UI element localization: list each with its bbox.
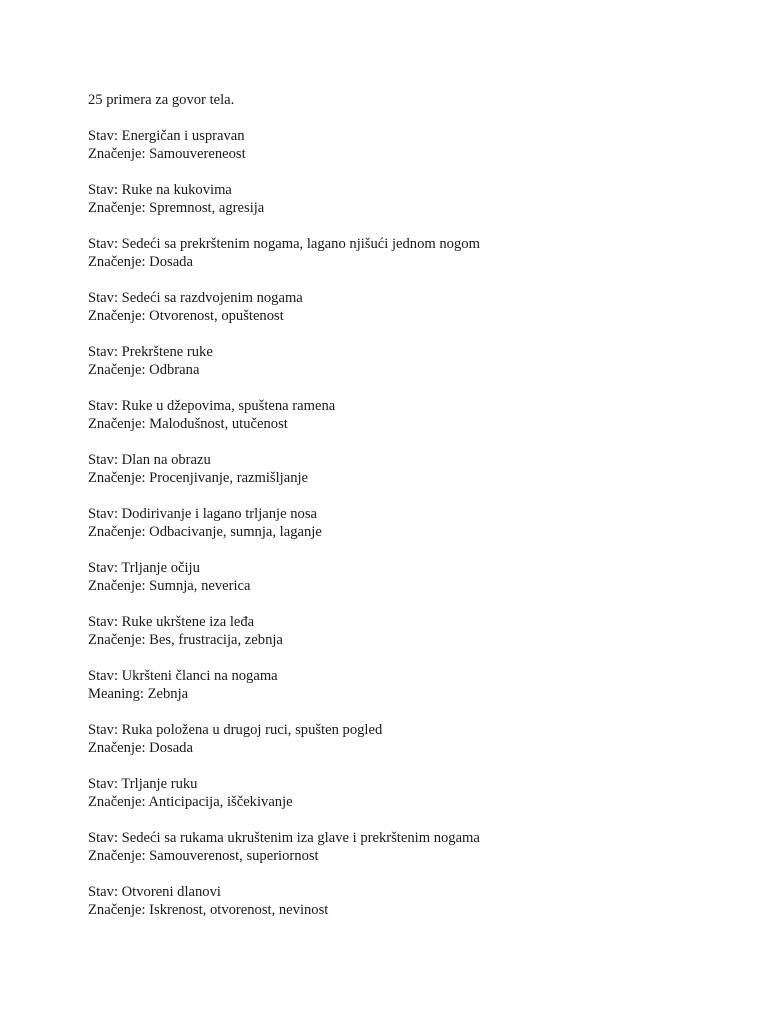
stance-text: Stav: Energičan i uspravan xyxy=(88,128,245,144)
list-item xyxy=(88,127,728,163)
list-item xyxy=(88,181,728,217)
list-item xyxy=(88,613,728,649)
stance-text: Stav: Ruke na kukovima xyxy=(88,182,232,198)
meaning-text: Značenje: Iskrenost, otvorenost, nevinost xyxy=(88,902,329,918)
stance-text: Stav: Otvoreni dlanovi xyxy=(88,884,221,900)
stance-text: Stav: Ruke ukrštene iza leđa xyxy=(88,614,255,630)
meaning-text: Značenje: Otvorenost, opuštenost xyxy=(88,308,284,324)
list-item xyxy=(88,289,728,325)
meaning-text: Značenje: Dosada xyxy=(88,740,193,756)
stance-text: Stav: Trljanje ruku xyxy=(88,776,198,792)
list-item xyxy=(88,451,728,487)
list-item xyxy=(88,829,728,865)
list-item xyxy=(88,235,728,271)
document-body xyxy=(88,91,728,937)
list-item xyxy=(88,505,728,541)
document-title: 25 primera za govor tela. xyxy=(88,92,235,108)
meaning-text: Značenje: Samouverenost, superiornost xyxy=(88,848,319,864)
meaning-text: Značenje: Procenjivanje, razmišljanje xyxy=(88,470,309,486)
list-item xyxy=(88,397,728,433)
meaning-text: Značenje: Dosada xyxy=(88,254,193,270)
list-item xyxy=(88,883,728,919)
stance-text: Stav: Ruke u džepovima, spuštena ramena xyxy=(88,398,336,414)
list-item xyxy=(88,775,728,811)
list-item xyxy=(88,559,728,595)
meaning-text: Značenje: Anticipacija, iščekivanje xyxy=(88,794,293,810)
list-item xyxy=(88,343,728,379)
stance-text: Stav: Sedeći sa rukama ukruštenim iza glave i prekrštenim nogama xyxy=(88,830,480,846)
meaning-text: Meaning: Zebnja xyxy=(88,686,189,702)
meaning-text: Značenje: Spremnost, agresija xyxy=(88,200,265,216)
list-item xyxy=(88,667,728,703)
stance-text: Stav: Dlan na obrazu xyxy=(88,452,211,468)
meaning-text: Značenje: Bes, frustracija, zebnja xyxy=(88,632,283,648)
stance-text: Stav: Dodirivanje i lagano trljanje nosa xyxy=(88,506,317,522)
stance-text: Stav: Ukršteni članci na nogama xyxy=(88,668,278,684)
meaning-text: Značenje: Samouvereneost xyxy=(88,146,246,162)
stance-text: Stav: Trljanje očiju xyxy=(88,560,200,576)
stance-text: Stav: Prekrštene ruke xyxy=(88,344,213,360)
stance-text: Stav: Sedeći sa razdvojenim nogama xyxy=(88,290,303,306)
list-item xyxy=(88,721,728,757)
meaning-text: Značenje: Odbrana xyxy=(88,362,200,378)
stance-text: Stav: Ruka položena u drugoj ruci, spušten pogled xyxy=(88,722,383,738)
stance-text: Stav: Sedeći sa prekrštenim nogama, lagano njišući jednom nogom xyxy=(88,236,480,252)
meaning-text: Značenje: Sumnja, neverica xyxy=(88,578,251,594)
meaning-text: Značenje: Malodušnost, utučenost xyxy=(88,416,288,432)
meaning-text: Značenje: Odbacivanje, sumnja, laganje xyxy=(88,524,322,540)
